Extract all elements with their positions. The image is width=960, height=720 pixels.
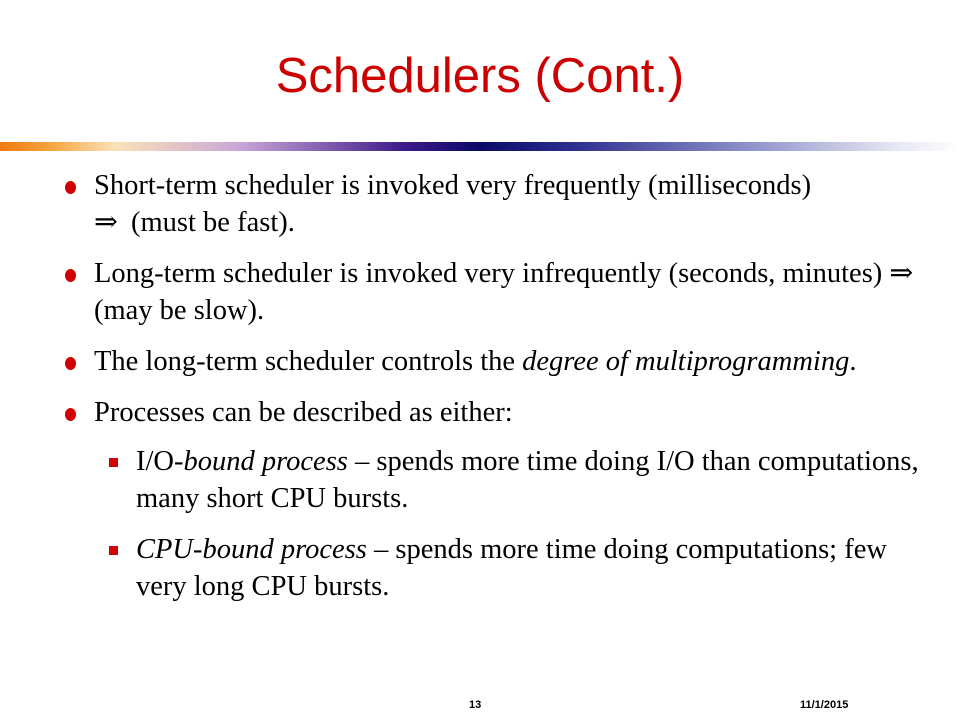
implies-arrow-icon: ⇒ <box>94 207 118 238</box>
bullet-item-process-types <box>62 394 922 605</box>
bullet-list <box>62 167 922 619</box>
sub-bullet-list <box>94 443 922 605</box>
bullet-text: Long-term scheduler is invoked very infrequently (seconds, minutes) <box>94 258 883 289</box>
bullet-text-tail: . <box>849 346 857 377</box>
sub-bullet-io-bound <box>94 443 922 517</box>
sub-bullet-text: – spends more time doing computations; few very long CPU bursts. <box>136 534 887 602</box>
bullet-text: Processes can be described as either: <box>94 397 513 428</box>
bullet-dot-icon <box>65 181 76 194</box>
sub-bullet-prefix: I/O- <box>136 446 184 477</box>
bullet-item-long-term <box>62 255 922 329</box>
bullet-item-degree-of-multiprogramming <box>62 343 922 380</box>
slide-page-number: 13 <box>469 699 482 711</box>
bullet-item-short-term <box>62 167 922 241</box>
bullet-dot-icon <box>65 269 76 282</box>
title-divider <box>0 142 960 151</box>
slide-title: Schedulers (Cont.) <box>275 49 685 103</box>
bullet-emphasis: degree of multiprogramming <box>522 346 850 377</box>
bullet-dot-icon <box>65 357 76 370</box>
sub-bullet-square-icon <box>109 546 118 555</box>
sub-bullet-text: – spends more time doing I/O than computations, many short CPU bursts. <box>136 446 919 514</box>
bullet-text: Short-term scheduler is invoked very frequently (milliseconds) <box>94 170 812 201</box>
sub-bullet-emphasis: bound process <box>183 446 348 477</box>
bullet-text: The long-term scheduler controls the <box>94 346 523 377</box>
bullet-dot-icon <box>65 408 76 421</box>
sub-bullet-emphasis: CPU-bound process <box>136 534 367 565</box>
implies-arrow-icon: ⇒ <box>889 258 914 289</box>
bullet-text-tail: (must be fast). <box>131 207 295 238</box>
slide-date: 11/1/2015 <box>800 699 849 711</box>
sub-bullet-cpu-bound <box>94 531 922 605</box>
sub-bullet-square-icon <box>109 458 118 467</box>
bullet-text-tail: (may be slow). <box>94 295 265 326</box>
